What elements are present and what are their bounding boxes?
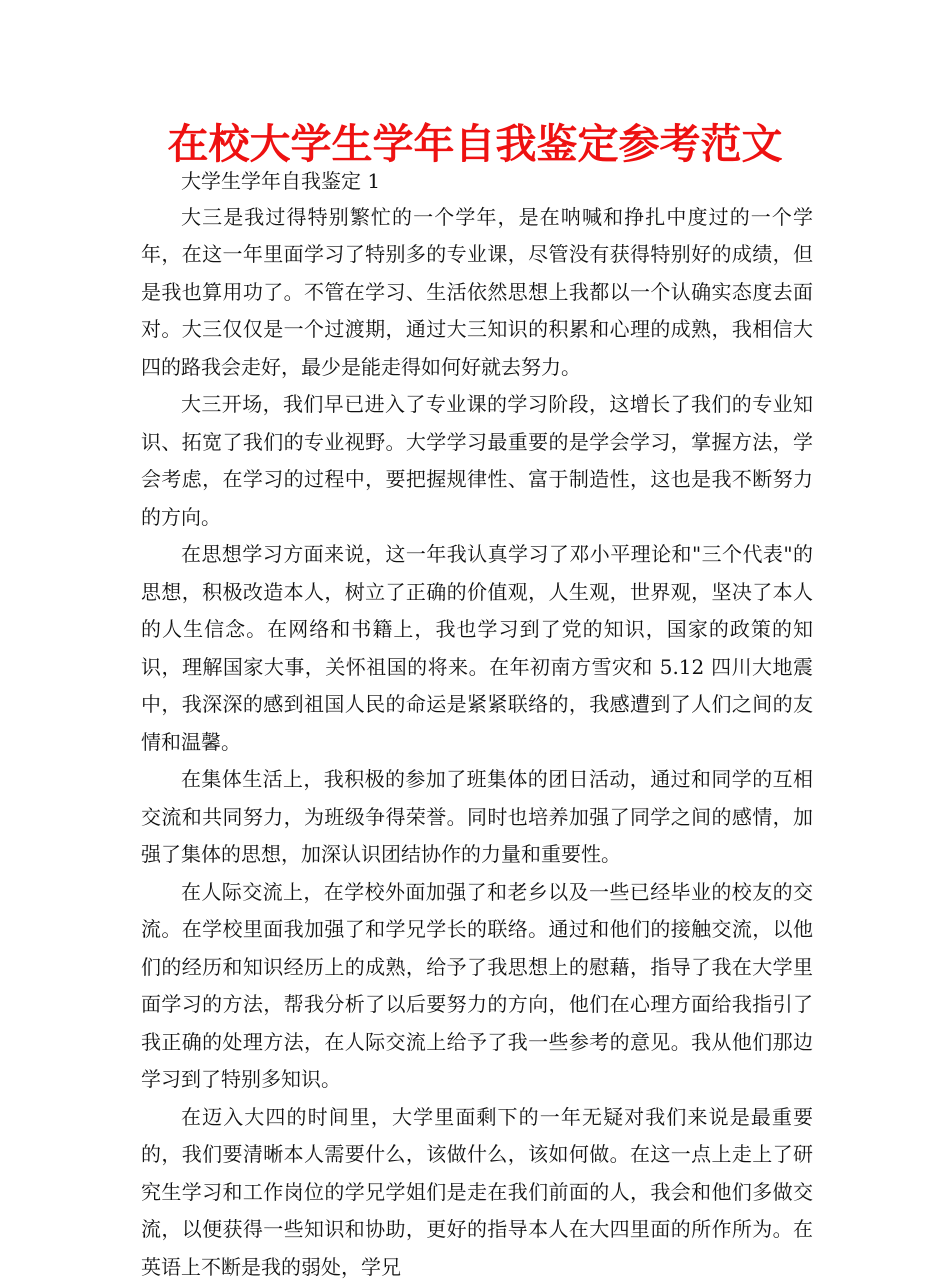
body-paragraph-4: 在集体生活上，我积极的参加了班集体的团日活动，通过和同学的互相交流和共同努力，为班级争得荣誉。同时也培养加强了同学之间的感情，加强了集体的思想，加深认识团结协作的力量和重要性。 — [141, 761, 813, 874]
document-title: 在校大学生学年自我鉴定参考范文 — [0, 118, 950, 170]
body-paragraph-1: 大三是我过得特别繁忙的一个学年，是在呐喊和挣扎中度过的一个学年，在这一年里面学习了特别多的专业课，尽管没有获得特别好的成绩，但是我也算用功了。不管在学习、生活依然思想上我都以一个认确实态度去面对。大三仅仅是一个过渡期，通过大三知识的积累和心理的成熟，我相信大四的路我会走好，最少是能走得如何好就去努力。 — [141, 199, 813, 387]
body-paragraph-5: 在人际交流上，在学校外面加强了和老乡以及一些已经毕业的校友的交流。在学校里面我加强了和学兄学长的联络。通过和他们的接触交流，以他们的经历和知识经历上的成熟，给予了我思想上的慰藉，指导了我在大学里面学习的方法，帮我分析了以后要努力的方向，他们在心理方面给我指引了我正确的处理方法，在人际交流上给予了我一些参考的意见。我从他们那边学习到了特别多知识。 — [141, 874, 813, 1099]
section-subheading: 大学生学年自我鉴定 1 — [141, 163, 813, 201]
body-paragraph-3: 在思想学习方面来说，这一年我认真学习了邓小平理论和"三个代表"的思想，积极改造本人，树立了正确的价值观，人生观，世界观，坚决了本人的人生信念。在网络和书籍上，我也学习到了党的知识，国家的政策的知识，理解国家大事，关怀祖国的将来。在年初南方雪灾和 5.12 四川大地震中，我深深的感到祖国人民的命运是紧紧联络的，我感遭到了人们之间的友情和温馨。 — [141, 536, 813, 761]
body-paragraph-6: 在迈入大四的时间里，大学里面剩下的一年无疑对我们来说是最重要的，我们要清晰本人需要什么，该做什么，该如何做。在这一点上走上了研究生学习和工作岗位的学兄学姐们是走在我们前面的人，我会和他们多做交流，以便获得一些知识和协助，更好的指导本人在大四里面的所作所为。在英语上不断是我的弱处，学兄 — [141, 1099, 813, 1286]
body-paragraph-2: 大三开场，我们早已进入了专业课的学习阶段，这增长了我们的专业知识、拓宽了我们的专业视野。大学学习最重要的是学会学习，掌握方法，学会考虑，在学习的过程中，要把握规律性、富于制造性，这也是我不断努力的方向。 — [141, 386, 813, 536]
document-body — [141, 163, 813, 1286]
